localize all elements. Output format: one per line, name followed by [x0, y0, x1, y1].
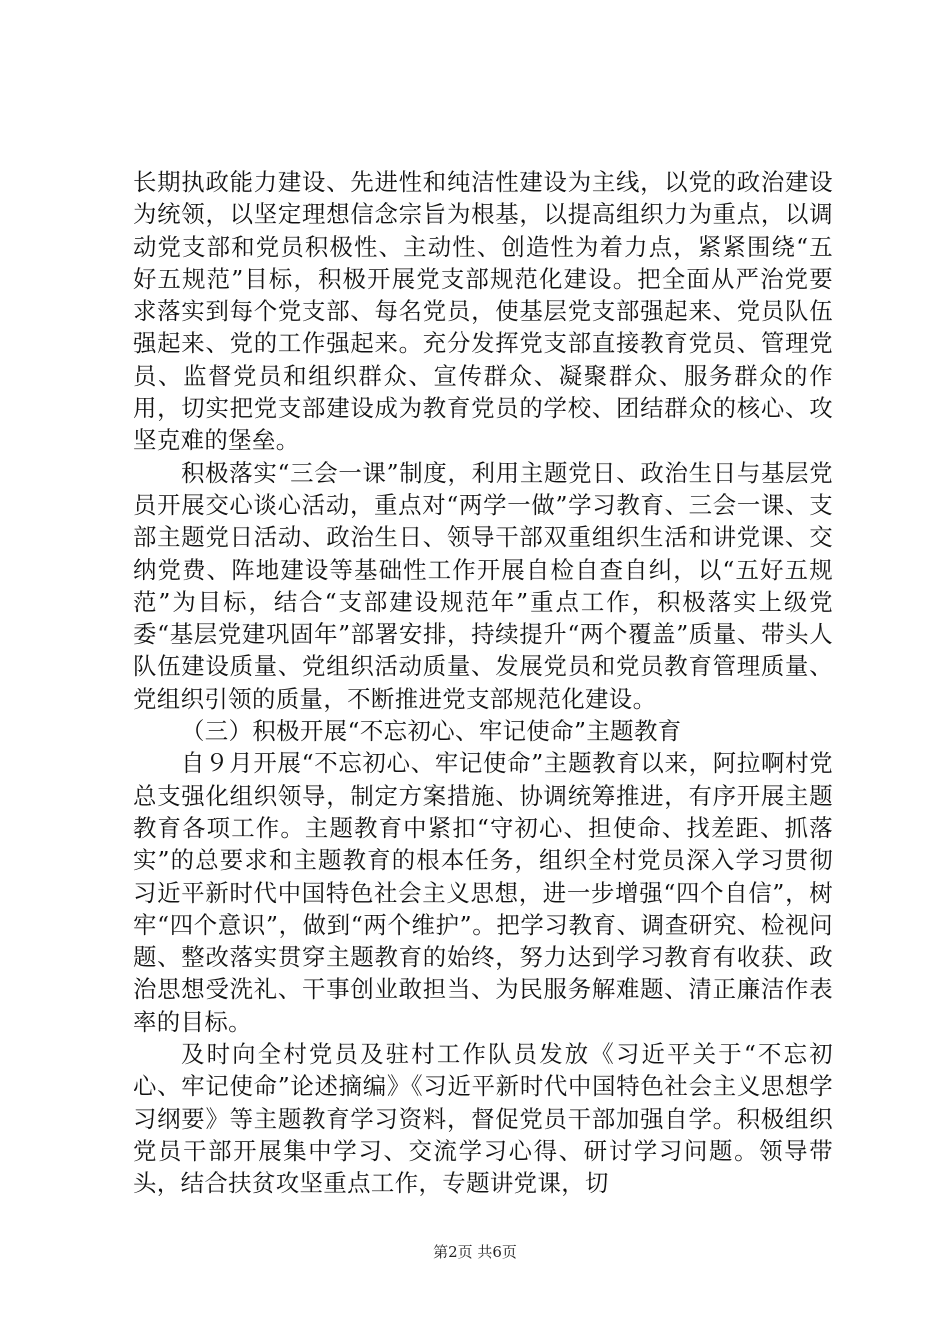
- page-number-footer: 第2页 共6页: [433, 1243, 517, 1261]
- section-heading: （三）积极开展“不忘初心、牢记使命”主题教育: [181, 717, 682, 746]
- paragraph-three-meetings: 积极落实“三会一课”制度，利用主题党日、政治生日与基层党员开展交心谈心活动，重点对“两学一做”学习教育、三会一课、支部主题党日活动、政治生日、领导干部双重组织生活和讲党课、交纳党费、阵地建设等基础性工作开展自检自查自纠，以“五好五规范”为目标，结合“支部建设规范年”重点工作，积极落实上级党委“基层党建巩固年”部署安排，持续提升“两个覆盖”质量、带头人队伍建设质量、党组织活动质量、发展党员和党员教育管理质量、党组织引领的质量，不断推进党支部规范化建设。: [133, 458, 833, 713]
- paragraph-study-materials: 及时向全村党员及驻村工作队员发放《习近平关于“不忘初心、牢记使命”论述摘编》《习近平新时代中国特色社会主义思想学习纲要》等主题教育学习资料，督促党员干部加强自学。积极组织党员干部开展集中学习、交流学习心得、研讨学习问题。领导带头，结合扶贫攻坚重点工作，专题讲党课，切: [133, 1040, 833, 1198]
- document-body: [133, 166, 833, 1200]
- paragraph-theme-education: 自９月开展“不忘初心、牢记使命”主题教育以来，阿拉啊村党总支强化组织领导，制定方案措施、协调统筹推进，有序开展主题教育各项工作。主题教育中紧扣“守初心、担使命、找差距、抓落实”的总要求和主题教育的根本任务，组织全村党员深入学习贯彻习近平新时代中国特色社会主义思想，进一步增强“四个自信”，树牢“四个意识”，做到“两个维护”。把学习教育、调查研究、检视问题、整改落实贯穿主题教育的始终，努力达到学习教育有收获、政治思想受洗礼、干事创业敢担当、为民服务解难题、清正廉洁作表率的目标。: [133, 749, 833, 1036]
- paragraph-continuation: 长期执政能力建设、先进性和纯洁性建设为主线，以党的政治建设为统领，以坚定理想信念宗旨为根基，以提高组织力为重点，以调动党支部和党员积极性、主动性、创造性为着力点，紧紧围绕“五好五规范”目标，积极开展党支部规范化建设。把全面从严治党要求落实到每个党支部、每名党员，使基层党支部强起来、党员队伍强起来、党的工作强起来。充分发挥党支部直接教育党员、管理党员、监督党员和组织群众、宣传群众、凝聚群众、服务群众的作用，切实把党支部建设成为教育党员的学校、团结群众的核心、攻坚克难的堡垒。: [133, 168, 833, 455]
